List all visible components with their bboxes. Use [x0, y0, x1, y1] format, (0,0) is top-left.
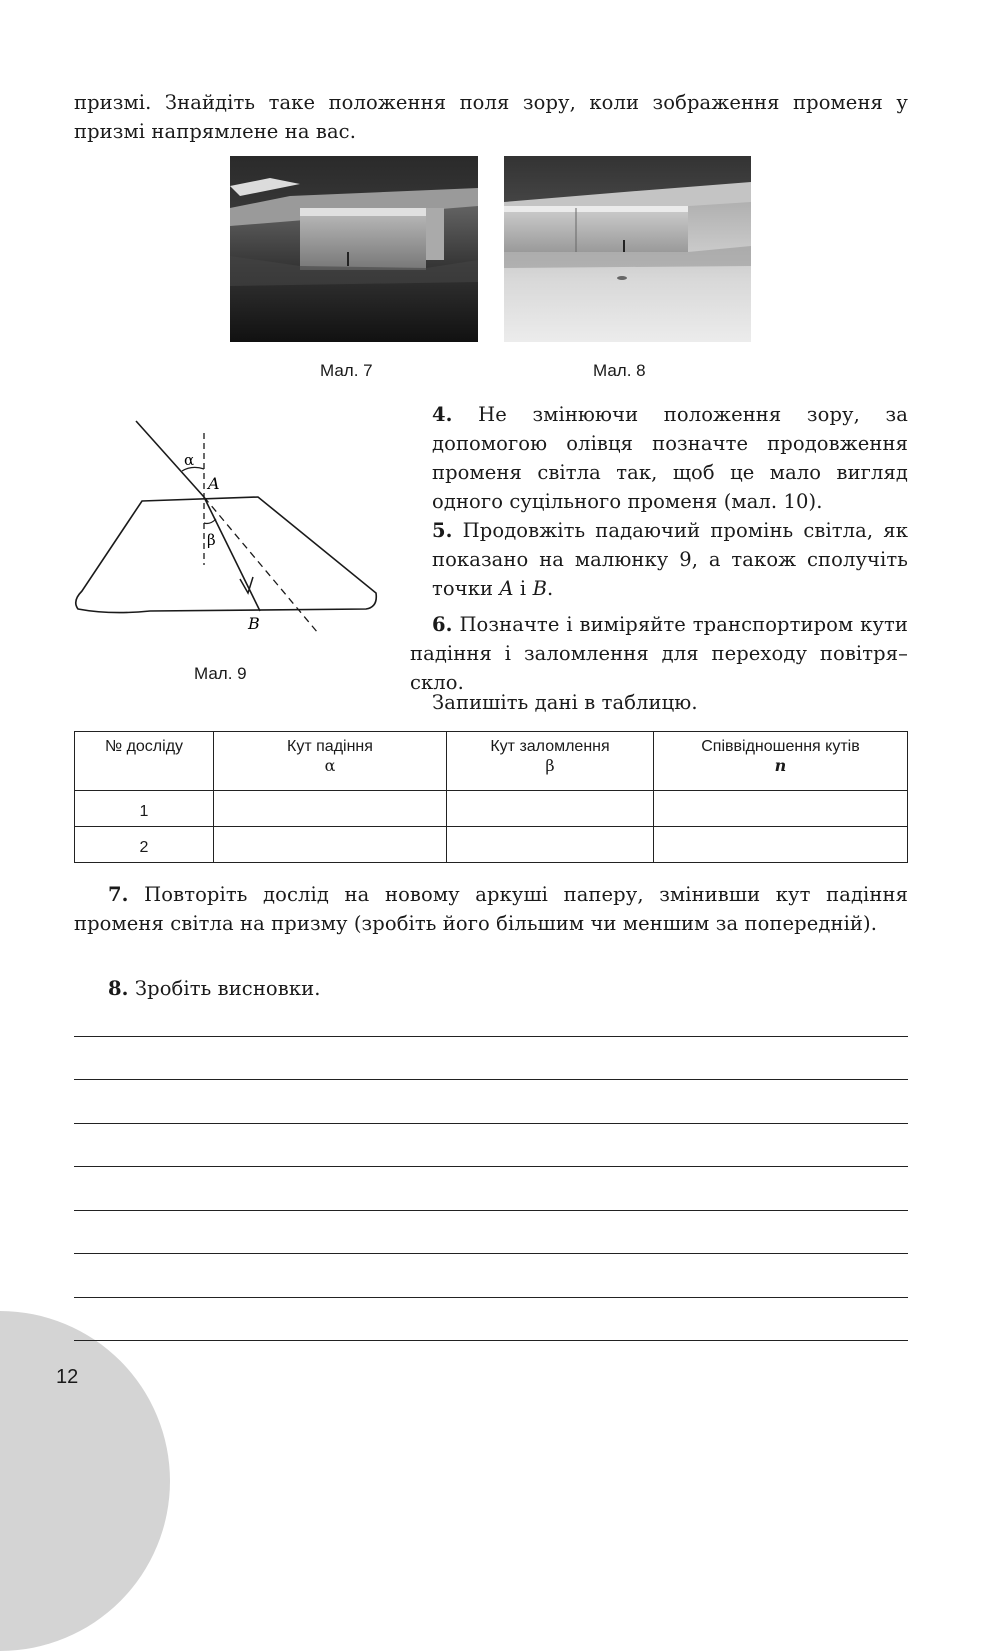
empty-cell[interactable] — [447, 791, 654, 827]
answer-line[interactable] — [74, 1036, 908, 1037]
step-8 — [108, 974, 708, 1003]
step-6 — [410, 610, 908, 697]
step-7 — [74, 880, 908, 938]
empty-cell[interactable] — [654, 791, 908, 827]
incident-continuation — [204, 497, 318, 633]
header-label: Кут заломлення — [490, 738, 610, 755]
step-4-text: Не змінюючи положення зору, за допомогою олівця позначте продовження променя світла так, щоб це мало вигляд одного суцільного променя (мал. 10). — [432, 403, 908, 513]
alpha-label: α — [184, 451, 195, 469]
intro-line-1: призмі. Знайдіть таке положення поля зору, коли зображення променя у — [74, 91, 908, 114]
intro-line-2: призмі напрямлене на вас. — [74, 120, 356, 143]
table-row — [75, 791, 908, 827]
header-label: Кут падіння — [287, 738, 373, 755]
answer-line[interactable] — [74, 1166, 908, 1167]
step-4 — [432, 400, 908, 516]
step-8-text: Зробіть висновки. — [134, 977, 321, 1000]
header-symbol: α — [324, 756, 336, 775]
table-header-cell — [214, 732, 447, 791]
figure-8-photo — [504, 156, 751, 342]
empty-cell[interactable] — [447, 827, 654, 863]
figure-8-caption: Мал. 8 — [593, 361, 646, 380]
page-number: 12 — [56, 1366, 79, 1388]
header-label: Співвідношення кутів — [701, 738, 860, 755]
answer-line[interactable] — [74, 1340, 908, 1341]
prism-outline — [76, 497, 377, 613]
answer-line[interactable] — [74, 1210, 908, 1211]
answer-line[interactable] — [74, 1297, 908, 1298]
figure-9-diagram — [70, 415, 390, 635]
step-5-text: Продовжіть падаючий промінь світла, як показано на малюнку 9, а також сполучіть точки — [432, 519, 908, 600]
beta-label: β — [207, 531, 216, 549]
step-6-number: 6. — [432, 613, 453, 636]
step-6-table-instruction: Запишіть дані в таблицю. — [432, 691, 698, 714]
step-4-number: 4. — [432, 403, 453, 426]
answer-line[interactable] — [74, 1079, 908, 1080]
step-5-end: . — [547, 577, 554, 600]
page-corner-decoration — [0, 1311, 170, 1651]
figure-9-caption: Мал. 9 — [194, 664, 247, 683]
row-number: 2 — [75, 827, 214, 863]
step-5-and: і — [519, 577, 527, 600]
answer-line[interactable] — [74, 1253, 908, 1254]
step-6-text: Позначте і виміряйте транспортиром кути падіння і заломлення для переходу повітря–скло. — [410, 613, 908, 694]
header-symbol: β — [545, 756, 555, 775]
step-7-number: 7. — [108, 883, 129, 906]
step-7-text: Повторіть дослід на новому аркуші паперу, змінивши кут падіння променя світла на призму (зробіть його більшим чи меншим за попередній). — [74, 883, 908, 935]
empty-cell[interactable] — [214, 791, 447, 827]
empty-cell[interactable] — [214, 827, 447, 863]
table-header-cell — [447, 732, 654, 791]
table-header-row — [75, 732, 908, 791]
table-header-cell — [654, 732, 908, 791]
table-header-cell — [75, 732, 214, 791]
step-8-number: 8. — [108, 977, 129, 1000]
header-label: № досліду — [104, 738, 184, 755]
step-5 — [432, 516, 908, 603]
intro-paragraph — [74, 88, 908, 146]
point-a-label: A — [208, 474, 220, 493]
table-row — [75, 827, 908, 863]
answer-line[interactable] — [74, 1123, 908, 1124]
figure-7-caption: Мал. 7 — [320, 361, 373, 380]
step-5-point-a: A — [499, 577, 514, 600]
figure-7-photo — [230, 156, 478, 342]
empty-cell[interactable] — [654, 827, 908, 863]
results-table — [74, 731, 908, 863]
row-number: 1 — [75, 791, 214, 827]
header-symbol: n — [774, 756, 787, 775]
beta-arc — [204, 519, 216, 524]
step-5-number: 5. — [432, 519, 453, 542]
point-b-label: B — [248, 614, 260, 633]
step-5-point-b: B — [532, 577, 548, 600]
